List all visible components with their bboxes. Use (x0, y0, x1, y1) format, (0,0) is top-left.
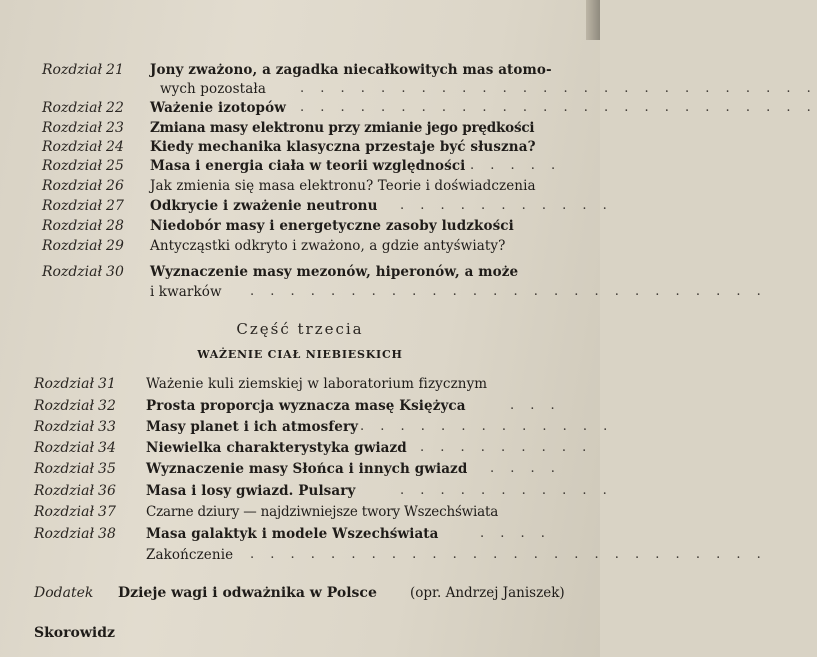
chapter-label: Rozdział 37 (34, 504, 116, 520)
chapter-label: Rozdział 36 (34, 483, 116, 499)
chapter-label: Rozdział 26 (42, 178, 124, 194)
part-heading: Część trzecia (236, 320, 364, 338)
chapter-label: Rozdział 31 (34, 376, 116, 392)
dot-leader: . . . . (490, 461, 561, 476)
chapter-title: Kiedy mechanika klasyczna przestaje być słuszna? (150, 139, 536, 155)
toc-entry-28 (0, 218, 600, 240)
chapter-label: Rozdział 23 (42, 120, 124, 136)
chapter-label: Rozdział 27 (42, 198, 124, 214)
part-subheading: WAŻENIE CIAŁ NIEBIESKICH (197, 348, 403, 361)
toc-entry-30 (0, 264, 600, 286)
toc-entry-37 (0, 504, 600, 526)
chapter-label: Rozdział 32 (34, 398, 116, 414)
chapter-title: Niewielka charakterystyka gwiazd (146, 440, 407, 456)
dot-leader: . . . . . . . . . . . . . (360, 419, 614, 434)
toc-entry-22 (0, 100, 817, 122)
index-entry: Skorowidz (34, 625, 115, 641)
chapter-title: Masa i losy gwiazd. Pulsary (146, 483, 356, 499)
appendix-label: Dodatek (34, 585, 94, 601)
toc-entry-ending (0, 547, 767, 569)
chapter-label: Rozdział 24 (42, 139, 124, 155)
chapter-label: Rozdział 22 (42, 100, 124, 116)
toc-entry-30-continuation (0, 284, 767, 306)
chapter-title: Zmiana masy elektronu przy zmianie jego prędkości (150, 120, 535, 136)
dot-leader: . . . . (480, 526, 551, 541)
toc-entry-26 (0, 178, 600, 200)
chapter-label: Rozdział 38 (34, 526, 116, 542)
chapter-title: Wyznaczenie masy mezonów, hiperonów, a może (150, 264, 519, 280)
chapter-label: Rozdział 28 (42, 218, 124, 234)
chapter-label: Rozdział 34 (34, 440, 116, 456)
dot-leader: . . . . . . . . . . . . . . . . . . . . . . . . . . (300, 100, 817, 115)
dot-leader: . . . . . . . . . (420, 440, 593, 455)
chapter-label: Rozdział 25 (42, 158, 124, 174)
chapter-title: Ważenie izotopów (150, 100, 286, 116)
chapter-title: Czarne dziury — najdziwniejsze twory Wszechświata (146, 504, 499, 520)
chapter-title: Jak zmienia się masa elektronu? Teorie i doświadczenia (150, 178, 536, 194)
book-spine-edge (586, 0, 600, 40)
chapter-title: Masy planet i ich atmosfery (146, 419, 359, 435)
toc-entry-29 (0, 238, 600, 260)
dot-leader: . . . . . . . . . . . . . . . . . . . . . . . . . . (250, 284, 767, 299)
dot-leader: . . . . . . . . . . . (400, 483, 613, 498)
chapter-label: Rozdział 35 (34, 461, 116, 477)
chapter-title: Antycząstki odkryto i zważono, a gdzie antyświaty? (150, 238, 506, 254)
chapter-title: Prosta proporcja wyznacza masę Księżyca (146, 398, 466, 414)
dot-leader: . . . . . (470, 158, 562, 173)
dot-leader: . . . . . . . . . . . . . . . . . . . . . . . . . . (250, 547, 767, 562)
chapter-title: Odkrycie i zważenie neutronu (150, 198, 378, 214)
toc-entry-34 (0, 440, 600, 462)
toc-entry-27 (0, 198, 613, 220)
chapter-title: Wyznaczenie masy Słońca i innych gwiazd (146, 461, 468, 477)
chapter-label: Rozdział 30 (42, 264, 124, 280)
toc-entry-38 (0, 526, 600, 548)
appendix-author: (opr. Andrzej Janiszek) (410, 585, 565, 601)
chapter-title-continuation: i kwarków (150, 284, 222, 300)
ending-title: Zakończenie (146, 547, 234, 563)
chapter-title-continuation: wych pozostała (160, 81, 266, 97)
chapter-label: Rozdział 21 (42, 62, 124, 78)
chapter-label: Rozdział 29 (42, 238, 124, 254)
chapter-label: Rozdział 33 (34, 419, 116, 435)
dot-leader: . . . . . . . . . . . . . . . . . . . . . . . . . . (300, 81, 817, 96)
chapter-title: Jony zważono, a zagadka niecałkowitych mas atomo- (150, 62, 552, 78)
chapter-title: Masa galaktyk i modele Wszechświata (146, 526, 439, 542)
appendix-title: Dzieje wagi i odważnika w Polsce (118, 585, 377, 601)
toc-entry-25 (0, 158, 600, 180)
toc-entry-35 (0, 461, 600, 483)
chapter-title: Ważenie kuli ziemskiej w laboratorium fizycznym (146, 376, 488, 392)
chapter-title: Masa i energia ciała w teorii względności (150, 158, 466, 174)
chapter-title: Niedobór masy i energetyczne zasoby ludzkości (150, 218, 514, 234)
dot-leader: . . . . . . . . . . . (400, 198, 613, 213)
toc-entry-36 (0, 483, 613, 505)
dot-leader: . . . (510, 398, 561, 413)
toc-entry-33 (0, 419, 614, 441)
toc-entry-31 (0, 376, 600, 398)
toc-entry-32 (0, 398, 600, 420)
